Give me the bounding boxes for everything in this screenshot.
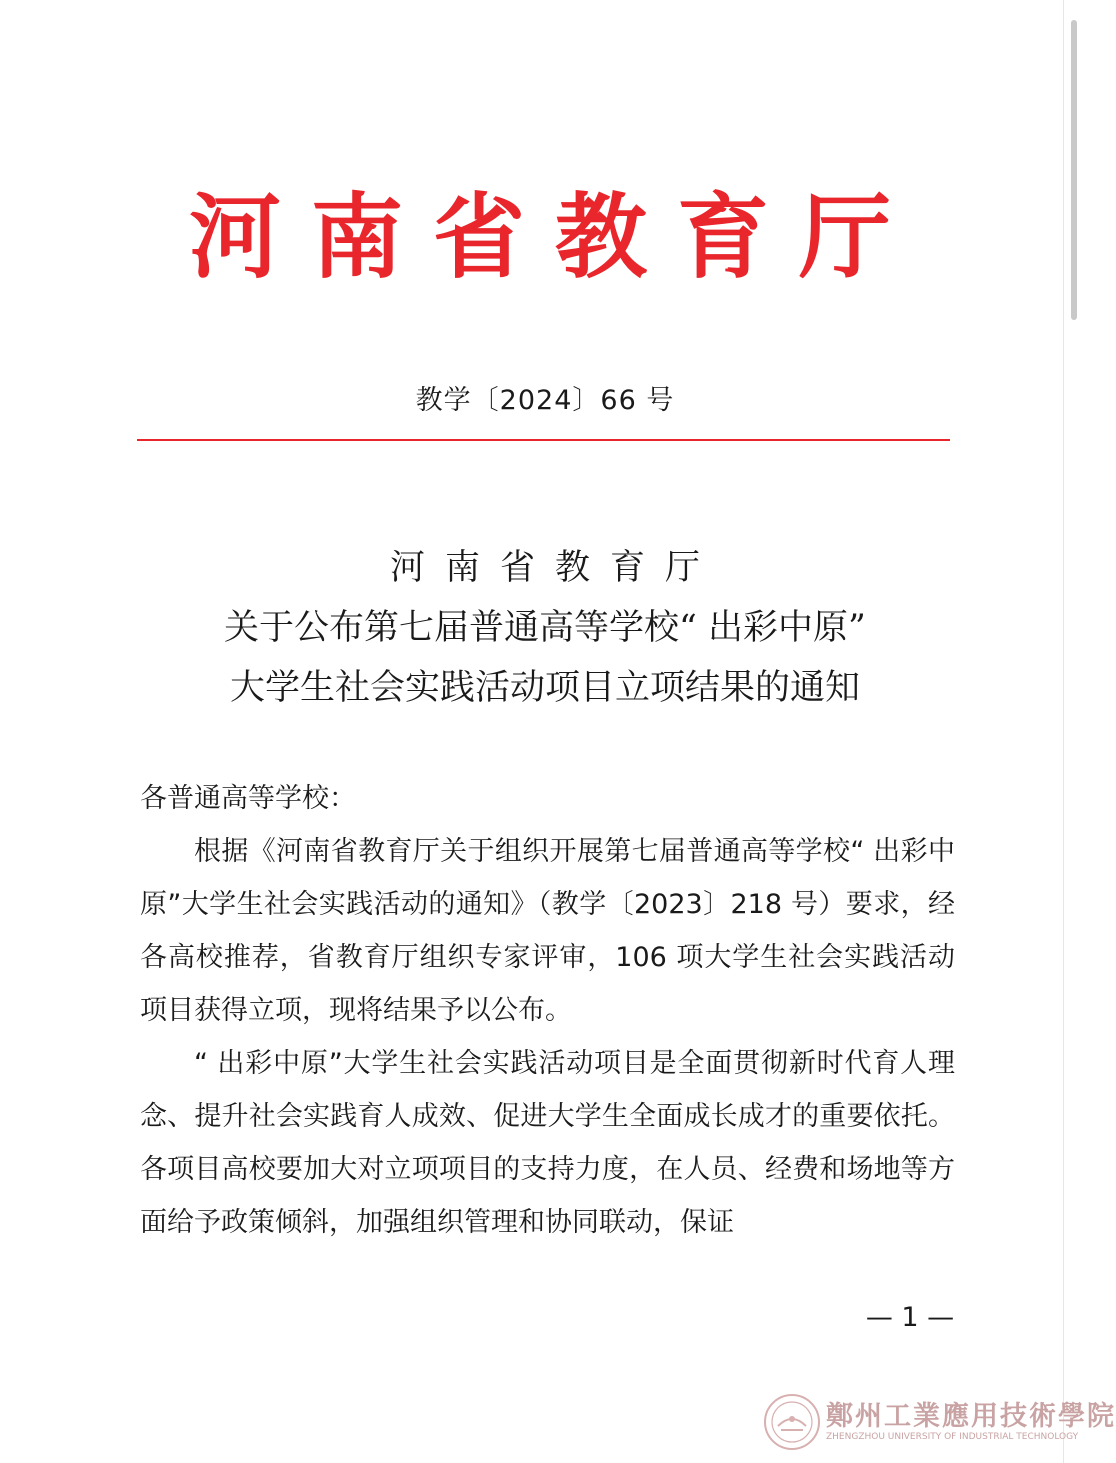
title-line-subject-cont: 大学生社会实践活动项目立项结果的通知 xyxy=(229,668,860,708)
title-line-issuer: 河南省教育厅 xyxy=(389,548,720,588)
masthead-title: 河南省教育厅 xyxy=(188,184,921,291)
school-name: 鄭州工業應用技術學院 xyxy=(826,1401,1116,1432)
body-paragraph-2: “ 出彩中原”大学生社会实践活动项目是全面贯彻新时代育人理念、提升社会实践育人成效、促进大学生全面成长成才的重要依托。各项目高校要加大对立项项目的支持力度，在人员、经费和场地等方面给予政策倾斜，加强组织管理和协同联动，保证 xyxy=(140,1048,955,1238)
page-number: — 1 — xyxy=(865,1302,955,1333)
notice-body xyxy=(140,772,955,1249)
notice-title xyxy=(140,538,950,718)
scrollbar-thumb[interactable] xyxy=(1071,20,1077,320)
page-edge-line xyxy=(1063,0,1064,1463)
school-seal-icon xyxy=(762,1392,822,1452)
body-paragraph-1: 根据《河南省教育厅关于组织开展第七届普通高等学校“ 出彩中原”大学生社会实践活动的通知》（教学〔2023〕218 号）要求，经各高校推荐，省教育厅组织专家评审，106 项大学生社会实践活动项目获得立项，现将结果予以公布。 xyxy=(140,836,955,1026)
document-number: 教学〔2024〕66 号 xyxy=(415,385,675,416)
red-divider-line xyxy=(137,439,950,441)
title-line-subject: 关于公布第七届普通高等学校“ 出彩中原” xyxy=(224,608,866,648)
school-watermark xyxy=(762,1392,1116,1456)
school-name-english: ZHENGZHOU UNIVERSITY OF INDUSTRIAL TECHNOLOGY xyxy=(826,1432,1079,1442)
salutation: 各普通高等学校： xyxy=(140,783,356,814)
